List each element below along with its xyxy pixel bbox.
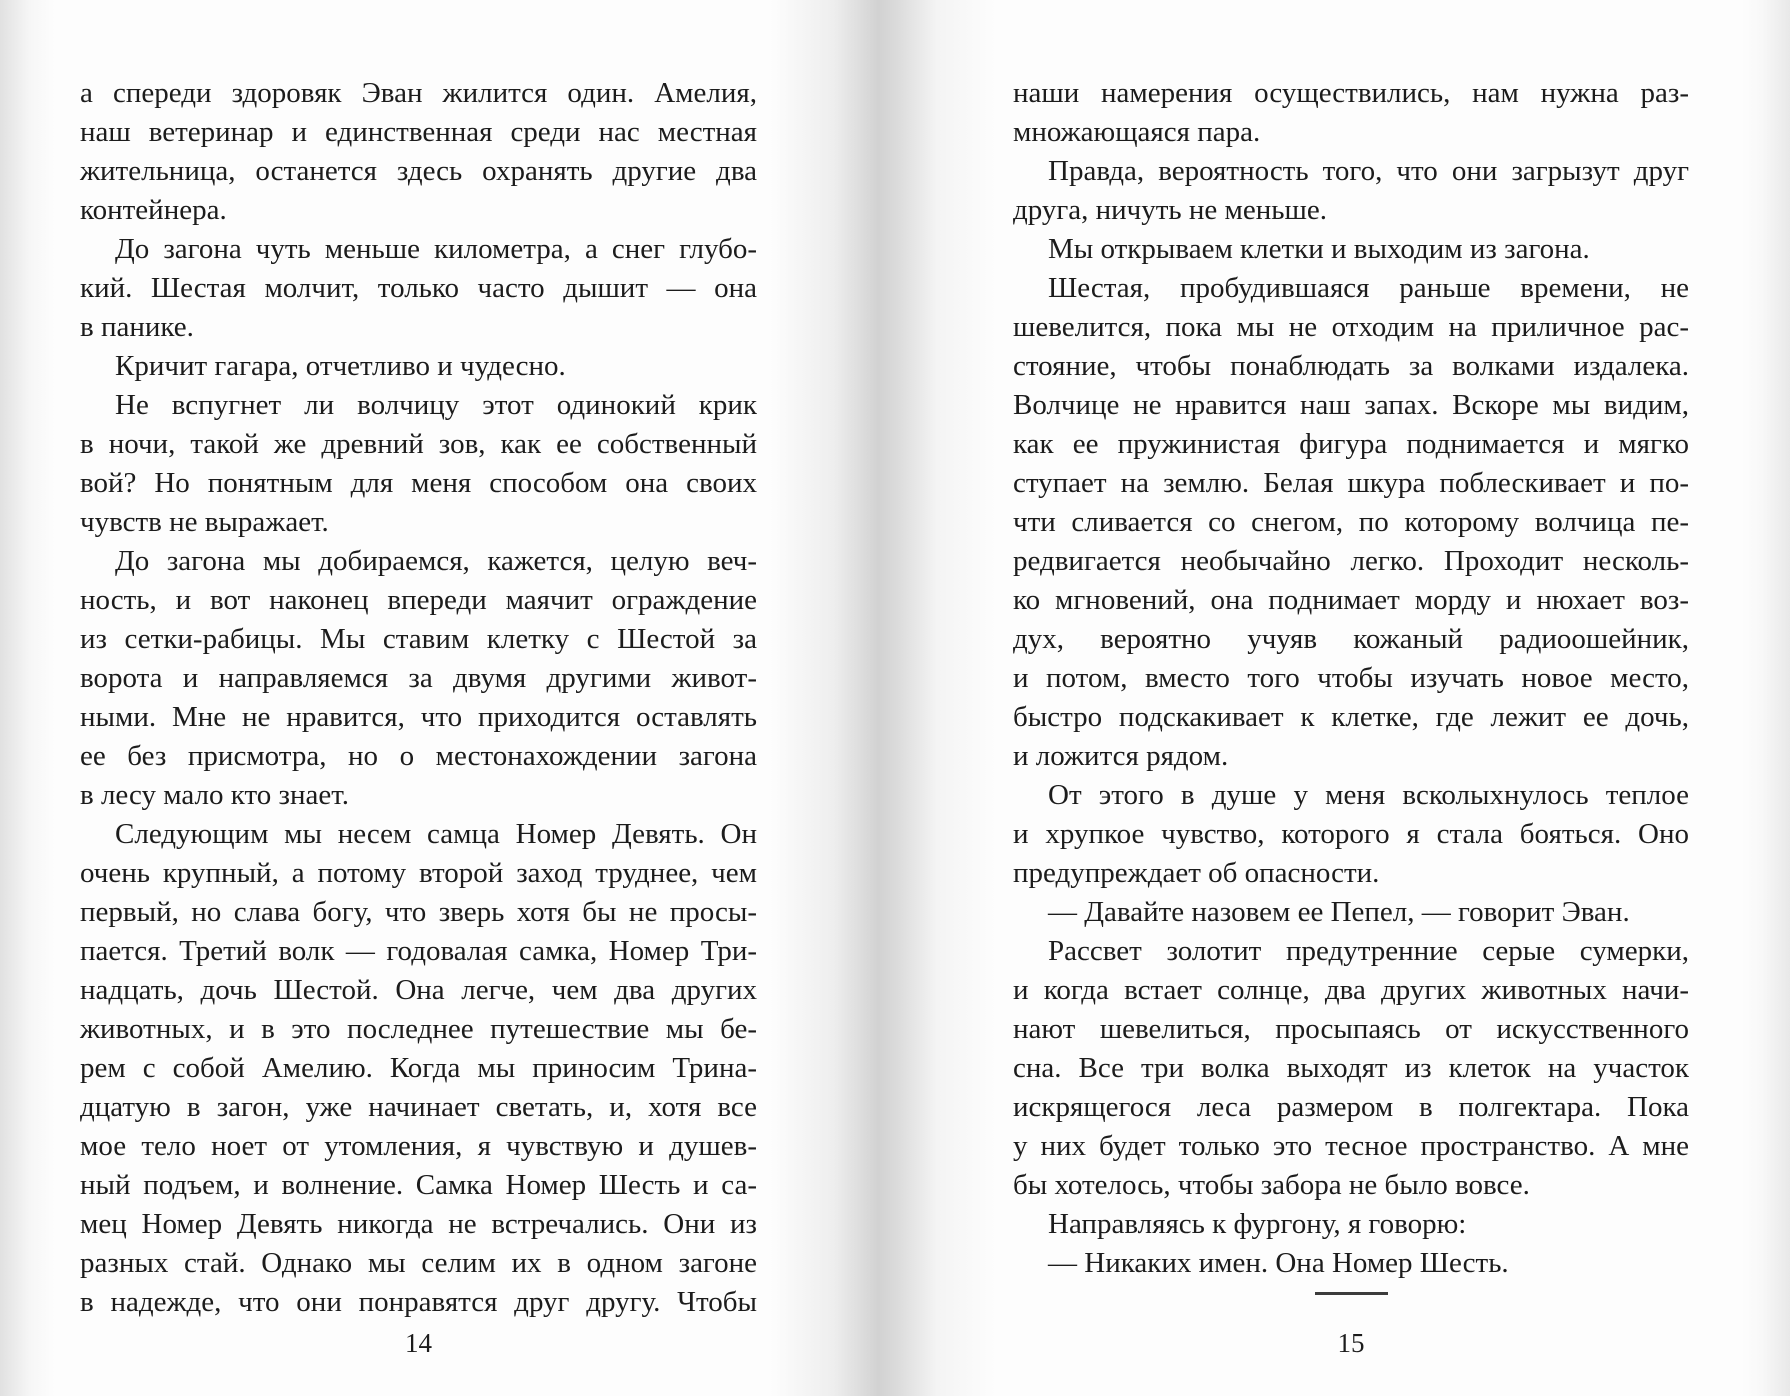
text-line: ворота и направляемся за двумя другими живот- bbox=[80, 662, 757, 694]
text-line: ее без присмотра, но о местонахождении загона bbox=[80, 740, 757, 772]
text-line: ко мгновений, она поднимает морду и нюхает воз- bbox=[1013, 584, 1689, 616]
text-line: животных, и в это последнее путешествие мы бе- bbox=[80, 1013, 757, 1045]
text-line: множающаяся пара. bbox=[1013, 116, 1261, 148]
text-line: в ночи, такой же древний зов, как ее собственный bbox=[80, 428, 757, 460]
text-line: быстро подскакивает к клетке, где лежит ее дочь, bbox=[1013, 701, 1689, 733]
text-line: у них будет только это тесное пространство. А мне bbox=[1013, 1130, 1689, 1162]
text-line: и потом, вместо того чтобы изучать новое место, bbox=[1013, 662, 1689, 694]
text-line: из сетки-рабицы. Мы ставим клетку с Шестой за bbox=[80, 623, 757, 655]
text-line: кий. Шестая молчит, только часто дышит — она bbox=[80, 272, 757, 304]
text-line: — Давайте назовем ее Пепел, — говорит Эван. bbox=[1048, 896, 1630, 928]
text-line: и когда встает солнце, два других животных начи- bbox=[1013, 974, 1689, 1006]
left-page-number: 14 bbox=[405, 1328, 432, 1358]
text-line: в панике. bbox=[80, 311, 194, 343]
text-line: как ее пружинистая фигура поднимается и мягко bbox=[1013, 428, 1689, 460]
text-line: и хрупкое чувство, которого я стала бояться. Оно bbox=[1013, 818, 1689, 850]
text-line: Рассвет золотит предутренние серые сумерки, bbox=[1048, 935, 1689, 967]
text-line: друга, ничуть не меньше. bbox=[1013, 194, 1327, 226]
text-line: мое тело ноет от утомления, я чувствую и душев- bbox=[80, 1130, 757, 1162]
text-line: редвигается необычайно легко. Проходит несколь- bbox=[1013, 545, 1689, 577]
text-line: бы хотелось, чтобы забора не было вовсе. bbox=[1013, 1169, 1530, 1201]
text-line: От этого в душе у меня всколыхнулось теплое bbox=[1048, 779, 1689, 811]
left-page-edge-shadow bbox=[0, 0, 55, 1396]
text-line: пается. Третий волк — годовалая самка, Номер Три- bbox=[80, 935, 757, 967]
text-line: сна. Все три волка выходят из клеток на участок bbox=[1013, 1052, 1689, 1084]
text-line: Следующим мы несем самца Номер Девять. Он bbox=[115, 818, 757, 850]
right-page-edge-shadow bbox=[1742, 0, 1790, 1396]
text-line: До загона мы добираемся, кажется, целую веч- bbox=[115, 545, 757, 577]
text-line: — Никаких имен. Она Номер Шесть. bbox=[1048, 1247, 1509, 1279]
text-line: ными. Мне не нравится, что приходится оставлять bbox=[80, 701, 757, 733]
left-page-text bbox=[80, 74, 757, 1322]
text-line: Шестая, пробудившаяся раньше времени, не bbox=[1048, 272, 1689, 304]
text-line: в лесу мало кто знает. bbox=[80, 779, 349, 811]
text-line: ный подъем, и волнение. Самка Номер Шесть и са- bbox=[80, 1169, 757, 1201]
text-line: в надежде, что они понравятся друг другу. Чтобы bbox=[80, 1286, 757, 1318]
text-line: вой? Но понятным для меня способом она своих bbox=[80, 467, 757, 499]
text-line: Кричит гагара, отчетливо и чудесно. bbox=[115, 350, 566, 382]
text-line: Мы открываем клетки и выходим из загона. bbox=[1048, 233, 1590, 265]
text-line: предупреждает об опасности. bbox=[1013, 857, 1380, 889]
right-page-number: 15 bbox=[1337, 1328, 1365, 1358]
text-line: жительница, останется здесь охранять другие два bbox=[80, 155, 757, 187]
text-line: Волчице не нравится наш запах. Вскоре мы видим, bbox=[1013, 389, 1689, 421]
text-line: Не вспугнет ли волчицу этот одинокий крик bbox=[115, 389, 757, 421]
text-line: очень крупный, а потому второй заход труднее, чем bbox=[80, 857, 757, 889]
scene-break-rule bbox=[1315, 1292, 1388, 1295]
text-line: ступает на землю. Белая шкура поблескивает и по- bbox=[1013, 467, 1689, 499]
text-line: первый, но слава богу, что зверь хотя бы не просы- bbox=[80, 896, 757, 928]
text-line: До загона чуть меньше километра, а снег глубо- bbox=[115, 233, 757, 265]
text-line: искрящегося леса размером в полгектара. Пока bbox=[1013, 1091, 1689, 1123]
text-line: рем с собой Амелию. Когда мы приносим Трина- bbox=[80, 1052, 757, 1084]
text-line: чти сливается со снегом, по которому волчица пе- bbox=[1013, 506, 1689, 538]
text-line: дух, вероятно учуяв кожаный радиоошейник, bbox=[1013, 623, 1689, 655]
text-line: дцатую в загон, уже начинает светать, и, хотя все bbox=[80, 1091, 757, 1123]
text-line: надцать, дочь Шестой. Она легче, чем два других bbox=[80, 974, 757, 1006]
text-line: мец Номер Девять никогда не встречались. Они из bbox=[80, 1208, 757, 1240]
text-line: и ложится рядом. bbox=[1013, 740, 1229, 772]
text-line: наши намерения осуществились, нам нужна раз- bbox=[1013, 77, 1689, 109]
text-line: чувств не выражает. bbox=[80, 506, 329, 538]
text-line: Направляясь к фургону, я говорю: bbox=[1048, 1208, 1467, 1240]
text-line: стояние, чтобы понаблюдать за волками издалека. bbox=[1013, 350, 1689, 382]
text-line: наш ветеринар и единственная среди нас местная bbox=[80, 116, 757, 148]
text-line: контейнера. bbox=[80, 194, 227, 226]
text-line: Правда, вероятность того, что они загрызут друг bbox=[1048, 155, 1689, 187]
right-page-text bbox=[1013, 74, 1689, 1283]
text-line: шевелится, пока мы не отходим на приличное рас- bbox=[1013, 311, 1689, 343]
text-line: разных стай. Однако мы селим их в одном загоне bbox=[80, 1247, 757, 1279]
text-line: ность, и вот наконец впереди маячит ограждение bbox=[80, 584, 757, 616]
spine-gutter-shadow bbox=[770, 0, 996, 1396]
text-line: нают шевелиться, просыпаясь от искусственного bbox=[1013, 1013, 1689, 1045]
text-line: а спереди здоровяк Эван жилится один. Амелия, bbox=[80, 77, 757, 109]
